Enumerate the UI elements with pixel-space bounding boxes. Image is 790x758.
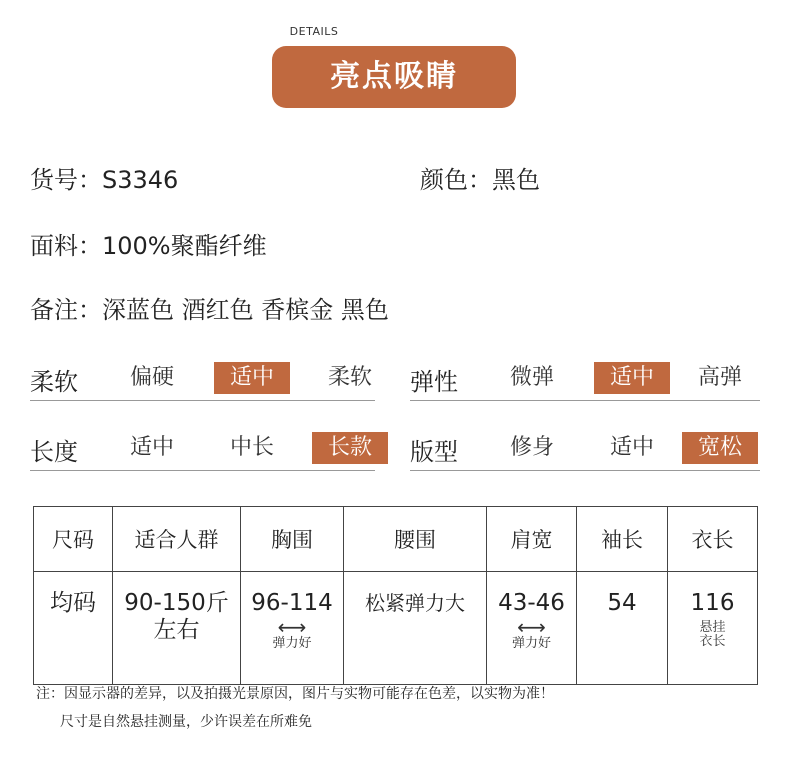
- option-regular: 适中: [609, 435, 654, 460]
- header-size: 尺码: [34, 507, 113, 572]
- attribute-softness: [30, 360, 375, 402]
- cell-shoulder: [487, 572, 577, 685]
- option-hard: 偏硬: [129, 365, 174, 390]
- cell-size: [34, 572, 113, 685]
- header-shoulder: 肩宽: [487, 507, 577, 572]
- header-length: 衣长: [668, 507, 758, 572]
- color-info: 颜色：黑色: [420, 166, 540, 194]
- attribute-elasticity: [410, 360, 760, 402]
- divider: [410, 470, 760, 471]
- option-long-selected: 长款: [312, 432, 388, 464]
- sleeve-value: 54: [607, 590, 637, 616]
- cell-chest: [241, 572, 344, 685]
- shoulder-value: 43-46: [498, 590, 565, 616]
- option-high-stretch: 高弹: [697, 365, 742, 390]
- item-number: 货号：S3346: [30, 166, 179, 194]
- header-sleeve: 袖长: [577, 507, 668, 572]
- option-regular: 适中: [129, 435, 174, 460]
- size-table: [33, 506, 758, 685]
- cell-group: [113, 572, 241, 685]
- divider: [30, 400, 375, 401]
- length-value: 116: [690, 590, 735, 616]
- length-note-line2: 衣长: [699, 634, 726, 649]
- attribute-label: 弹性: [410, 368, 458, 396]
- remark-info: 备注：深蓝色 酒红色 香槟金 黑色: [30, 296, 389, 324]
- header-group: 适合人群: [113, 507, 241, 572]
- section-title-banner: 亮点吸睛: [272, 46, 516, 108]
- divider: [30, 470, 375, 471]
- shoulder-note: 弹力好: [511, 636, 551, 651]
- attribute-length: [30, 430, 375, 472]
- option-slight-stretch: 微弹: [509, 365, 554, 390]
- size-value: 均码: [50, 590, 96, 616]
- header-chest: 胸围: [241, 507, 344, 572]
- attribute-label: 柔软: [30, 368, 78, 396]
- group-line2: 左右: [153, 617, 200, 643]
- attribute-label: 版型: [410, 438, 458, 466]
- option-mid-length: 中长: [229, 435, 274, 460]
- attribute-fit: [410, 430, 760, 472]
- group-line1: 90-150斤: [124, 590, 229, 616]
- waist-value: 松紧弹力大: [365, 591, 465, 615]
- option-medium-selected: 适中: [214, 362, 290, 394]
- cell-length: [668, 572, 758, 685]
- length-note-line1: 悬挂: [699, 620, 726, 635]
- header-waist: 腰围: [344, 507, 487, 572]
- chest-note: 弹力好: [272, 636, 312, 651]
- option-loose-selected: 宽松: [682, 432, 758, 464]
- cell-waist: [344, 572, 487, 685]
- option-slim: 修身: [509, 435, 554, 460]
- measurement-note: 尺寸是自然悬挂测量，少许误差在所难免: [60, 714, 312, 730]
- table-row: [34, 572, 758, 685]
- chest-value: 96-114: [251, 590, 333, 616]
- double-arrow-icon: ⟷: [517, 615, 546, 639]
- attribute-label: 长度: [30, 438, 78, 466]
- disclaimer-note: 注：因显示器的差异，以及拍摄光景原因，图片与实物可能存在色差，以实物为准！: [36, 686, 554, 702]
- fabric-info: 面料：100%聚酯纤维: [30, 232, 267, 260]
- divider: [410, 400, 760, 401]
- table-header-row: [34, 507, 758, 572]
- option-medium-selected: 适中: [594, 362, 670, 394]
- cell-sleeve: [577, 572, 668, 685]
- double-arrow-icon: ⟷: [277, 615, 307, 639]
- details-caption: DETAILS: [289, 25, 339, 38]
- option-soft: 柔软: [327, 365, 372, 390]
